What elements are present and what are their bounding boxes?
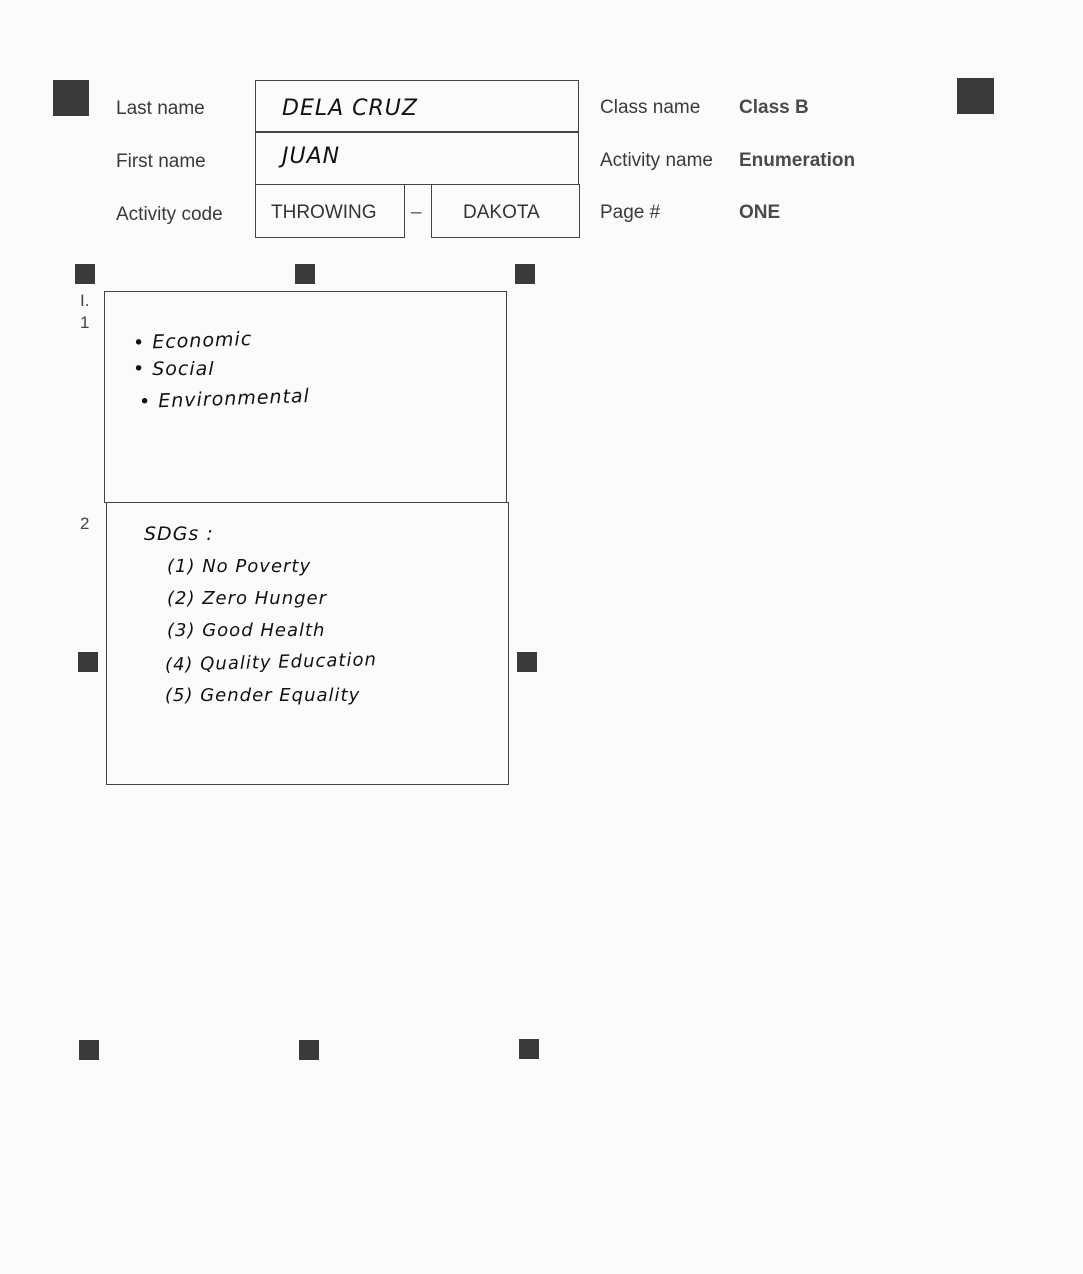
registration-marker-top-left [53, 80, 89, 116]
activity-name-value: Enumeration [739, 150, 856, 171]
last-name-value: DELA CRUZ [282, 96, 418, 121]
last-name-label: Last name [116, 98, 205, 119]
answer-2-title: SDGs : [144, 523, 214, 545]
registration-marker [515, 264, 535, 284]
answer-2-line: (2) Zero Hunger [167, 588, 328, 609]
activity-code-label: Activity code [116, 204, 223, 225]
activity-code-field-1[interactable] [255, 184, 405, 238]
answer-2-line: (4) Quality Education [164, 649, 378, 676]
registration-marker [295, 264, 315, 284]
registration-marker [299, 1040, 319, 1060]
activity-code-part2: DAKOTA [463, 202, 540, 223]
answer-2-line: (5) Gender Equality [165, 685, 361, 706]
page-value: ONE [739, 202, 781, 223]
first-name-value: JUAN [282, 144, 341, 169]
class-name-value: Class B [739, 97, 809, 118]
registration-marker [75, 264, 95, 284]
registration-marker [519, 1039, 539, 1059]
answer-1-line: • Environmental [138, 385, 311, 413]
answer-box-1[interactable] [104, 291, 507, 503]
activity-code-separator: – [411, 202, 422, 223]
answer-box-2[interactable] [106, 502, 509, 785]
question-1-number: 1 [80, 313, 90, 332]
registration-marker [517, 652, 537, 672]
first-name-field[interactable] [255, 131, 579, 185]
answer-1-line: • Economic [132, 327, 253, 355]
answer-1-line: • Social [133, 358, 215, 380]
activity-code-field-2[interactable] [431, 184, 580, 238]
question-2-number: 2 [80, 514, 90, 533]
activity-code-part1: THROWING [271, 202, 377, 223]
activity-name-label: Activity name [600, 150, 713, 171]
first-name-label: First name [116, 151, 206, 172]
answer-2-line: (1) No Poverty [167, 556, 312, 577]
registration-marker [79, 1040, 99, 1060]
page-label: Page # [600, 202, 661, 223]
section-number: I. [80, 291, 90, 310]
last-name-field[interactable] [255, 80, 579, 133]
registration-marker-top-right [957, 78, 994, 114]
class-name-label: Class name [600, 97, 701, 118]
answer-2-line: (3) Good Health [167, 620, 326, 641]
registration-marker [78, 652, 98, 672]
